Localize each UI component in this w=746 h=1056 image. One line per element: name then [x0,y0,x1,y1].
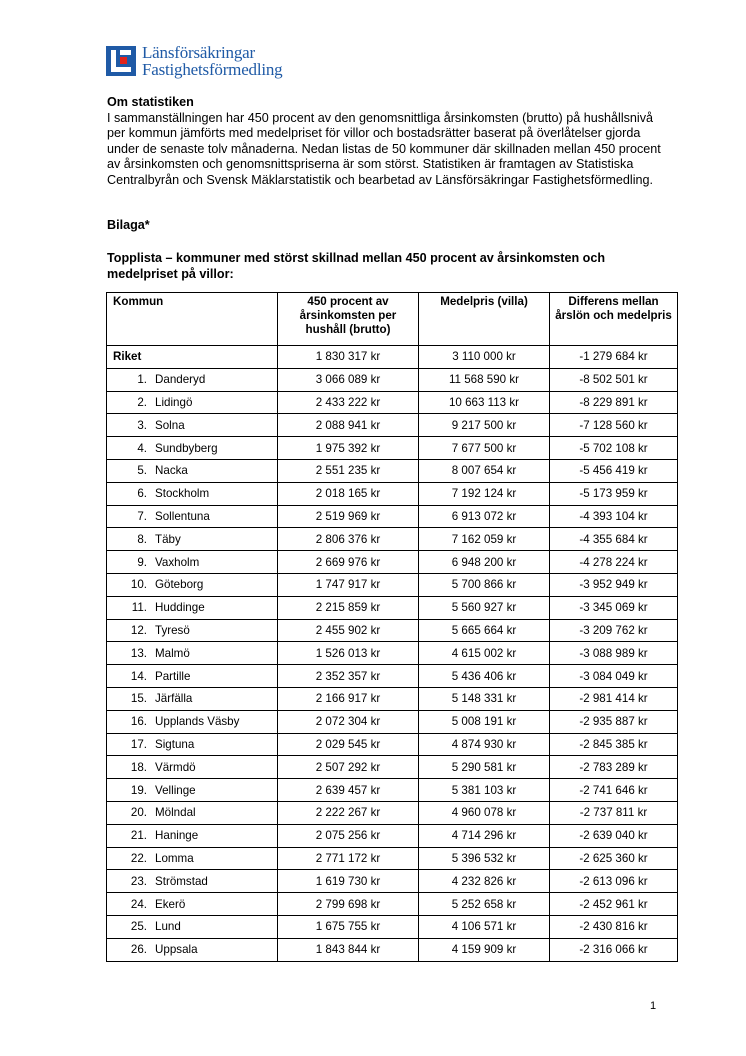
table-row [107,756,678,779]
table-row [107,915,678,938]
cell-income: 2 551 235 kr [278,459,419,482]
cell-diff: -5 702 108 kr [550,437,678,460]
table-row [107,687,678,710]
cell-name [107,528,278,551]
cell-income: 2 433 222 kr [278,391,419,414]
cell-diff: -2 625 360 kr [550,847,678,870]
cell-diff: -2 981 414 kr [550,687,678,710]
cell-name [107,801,278,824]
cell-price: 5 252 658 kr [419,893,550,916]
logo-text [142,44,282,78]
cell-price: 5 381 103 kr [419,779,550,802]
cell-diff: -4 355 684 kr [550,528,678,551]
cell-name [107,573,278,596]
cell-diff: -8 229 891 kr [550,391,678,414]
cell-price: 5 560 927 kr [419,596,550,619]
cell-name [107,938,278,961]
page-number: 1 [650,1000,657,1012]
cell-income: 1 675 755 kr [278,915,419,938]
cell-name [107,824,278,847]
cell-rank: 3. [137,418,147,432]
cell-diff: -2 741 646 kr [550,779,678,802]
header-kommun: Kommun [107,293,278,346]
cell-income: 3 066 089 kr [278,368,419,391]
cell-income: 2 075 256 kr [278,824,419,847]
cell-name [107,619,278,642]
cell-income: 2 215 859 kr [278,596,419,619]
cell-price: 11 568 590 kr [419,368,550,391]
table-row [107,893,678,916]
cell-rank: 4. [137,441,147,455]
cell-price: 4 106 571 kr [419,915,550,938]
cell-income: 2 455 902 kr [278,619,419,642]
cell-diff: -2 613 096 kr [550,870,678,893]
cell-kommun-name: Nacka [155,464,188,478]
table-row [107,824,678,847]
table-header-row [107,293,678,346]
cell-name [107,505,278,528]
cell-income: 2 018 165 kr [278,482,419,505]
cell-kommun-name: Lomma [155,851,194,865]
cell-diff: -4 278 224 kr [550,551,678,574]
cell-rank: 8. [137,532,147,546]
cell-name [107,391,278,414]
cell-income: 2 166 917 kr [278,687,419,710]
cell-name [107,847,278,870]
table-title: Topplista – kommuner med störst skillnad mellan 450 procent av årsinkomsten och medelpriset på villor: [107,251,606,281]
cell-diff: -2 430 816 kr [550,915,678,938]
cell-kommun-name: Sollentuna [155,509,210,523]
appendix-label: Bilaga* [107,218,150,232]
cell-kommun-name: Mölndal [155,806,196,820]
cell-income: 2 771 172 kr [278,847,419,870]
header-income: 450 procent av årsinkomsten per hushåll (brutto) [278,293,419,346]
cell-price: 9 217 500 kr [419,414,550,437]
cell-kommun-name: Huddinge [155,601,205,615]
cell-rank: 7. [137,509,147,523]
cell-name [107,437,278,460]
cell-price: 7 162 059 kr [419,528,550,551]
table-row [107,596,678,619]
cell-price: 4 159 909 kr [419,938,550,961]
table-row [107,414,678,437]
table-row [107,642,678,665]
table-row [107,801,678,824]
table-row [107,619,678,642]
cell-kommun-name: Tyresö [155,623,190,637]
header-price: Medelpris (villa) [419,293,550,346]
cell-name [107,414,278,437]
cell-price: 4 615 002 kr [419,642,550,665]
table-row [107,733,678,756]
cell-kommun-name: Vellinge [155,783,196,797]
cell-kommun-name: Lidingö [155,395,193,409]
cell-price: 8 007 654 kr [419,459,550,482]
cell-rank: 1. [137,373,147,387]
cell-kommun-name: Ekerö [155,897,186,911]
cell-price: 5 436 406 kr [419,665,550,688]
cell-name [107,665,278,688]
logo-mark-icon [106,46,136,76]
cell-rank: 18. [130,760,147,774]
cell-rank: 13. [130,646,147,660]
table-row [107,779,678,802]
cell-kommun-name: Täby [155,532,181,546]
cell-income: 2 507 292 kr [278,756,419,779]
cell-rank: 6. [137,487,147,501]
cell-name: Riket [107,346,278,369]
cell-income: 2 029 545 kr [278,733,419,756]
cell-income: 2 072 304 kr [278,710,419,733]
intro-section [107,95,667,188]
cell-kommun-name: Göteborg [155,578,204,592]
cell-name [107,596,278,619]
intro-body: I sammanställningen har 450 procent av den genomsnittliga årsinkomsten (brutto) på hushållsnivå per kommun jämförts med medelpriset för villor och bostadsrätter baserat på överlåtelser gjorda under de senaste tolv månaderna. Nedan listas de 50 kommuner där skillnaden mellan 450 procent av årsinkomsten och genomsnittspriserna är som störst. Statistiken är framtagen av Statistiska Centralbyrån och Svensk Mäklarstatistik och bearbetad av Länsförsäkringar Fastighetsförmedling. [107,110,661,187]
cell-diff: -2 737 811 kr [550,801,678,824]
cell-diff: -3 088 989 kr [550,642,678,665]
table-row-riket [107,346,678,369]
cell-price: 6 913 072 kr [419,505,550,528]
cell-diff: -2 639 040 kr [550,824,678,847]
cell-price: 5 290 581 kr [419,756,550,779]
table-row [107,391,678,414]
cell-income: 2 806 376 kr [278,528,419,551]
cell-diff: -8 502 501 kr [550,368,678,391]
cell-rank: 24. [130,897,147,911]
cell-price: 5 665 664 kr [419,619,550,642]
cell-diff: -2 935 887 kr [550,710,678,733]
table-row [107,847,678,870]
cell-price: 5 148 331 kr [419,687,550,710]
cell-kommun-name: Sigtuna [155,737,195,751]
cell-kommun-name: Upplands Väsby [155,715,240,729]
cell-rank: 11. [131,601,147,615]
table-row [107,938,678,961]
cell-name [107,870,278,893]
cell-rank: 5. [137,464,147,478]
cell-kommun-name: Malmö [155,646,190,660]
cell-diff: -2 316 066 kr [550,938,678,961]
cell-name [107,710,278,733]
cell-rank: 22. [130,851,147,865]
cell-price: 4 874 930 kr [419,733,550,756]
cell-rank: 21. [130,829,147,843]
cell-diff: -7 128 560 kr [550,414,678,437]
cell-kommun-name: Partille [155,669,191,683]
cell-income: 2 088 941 kr [278,414,419,437]
cell-kommun-name: Järfälla [155,692,193,706]
cell-income: 2 352 357 kr [278,665,419,688]
cell-price: 4 714 296 kr [419,824,550,847]
cell-rank: 16. [130,715,147,729]
ranking-table [106,292,678,962]
cell-price: 7 192 124 kr [419,482,550,505]
cell-rank: 26. [130,943,147,957]
cell-price: 5 700 866 kr [419,573,550,596]
cell-rank: 20. [130,806,147,820]
cell-income: 2 799 698 kr [278,893,419,916]
table-row [107,665,678,688]
cell-rank: 14. [130,669,147,683]
intro-heading: Om statistiken [107,95,194,109]
cell-name [107,779,278,802]
cell-price: 6 948 200 kr [419,551,550,574]
cell-kommun-name: Lund [155,920,181,934]
table-row [107,368,678,391]
cell-price: 4 960 078 kr [419,801,550,824]
cell-name [107,642,278,665]
cell-kommun-name: Sundbyberg [155,441,218,455]
table-row [107,528,678,551]
cell-rank: 15. [130,692,147,706]
cell-diff: -5 456 419 kr [550,459,678,482]
cell-kommun-name: Vaxholm [155,555,200,569]
table-row [107,551,678,574]
cell-income: 1 843 844 kr [278,938,419,961]
cell-name [107,915,278,938]
cell-price: 3 110 000 kr [419,346,550,369]
table-row [107,459,678,482]
logo-line-2: Fastighetsförmedling [142,60,283,79]
cell-rank: 10. [130,578,147,592]
cell-name [107,687,278,710]
logo-line-1: Länsförsäkringar [142,43,255,62]
cell-diff: -5 173 959 kr [550,482,678,505]
table-row [107,482,678,505]
table-row [107,710,678,733]
table-row [107,437,678,460]
cell-name [107,368,278,391]
cell-income: 1 830 317 kr [278,346,419,369]
cell-income: 1 747 917 kr [278,573,419,596]
cell-name [107,893,278,916]
cell-diff: -3 209 762 kr [550,619,678,642]
cell-diff: -3 084 049 kr [550,665,678,688]
cell-rank: 23. [130,874,147,888]
cell-diff: -3 345 069 kr [550,596,678,619]
table-row [107,573,678,596]
cell-rank: 12. [130,623,147,637]
cell-kommun-name: Danderyd [155,373,206,387]
cell-name [107,459,278,482]
cell-rank: 17. [130,737,147,751]
table-row [107,870,678,893]
cell-rank: 19. [130,783,147,797]
header-diff: Differens mellan årslön och medelpris [550,293,678,346]
cell-diff: -2 783 289 kr [550,756,678,779]
cell-rank: 2. [137,395,147,409]
company-logo [106,44,282,78]
cell-price: 5 396 532 kr [419,847,550,870]
cell-kommun-name: Strömstad [155,874,208,888]
cell-kommun-name: Uppsala [155,943,198,957]
cell-price: 5 008 191 kr [419,710,550,733]
cell-income: 2 669 976 kr [278,551,419,574]
cell-kommun-name: Värmdö [155,760,196,774]
cell-price: 4 232 826 kr [419,870,550,893]
cell-income: 1 526 013 kr [278,642,419,665]
cell-rank: 25. [130,920,147,934]
cell-kommun-name: Solna [155,418,185,432]
cell-rank: 9. [137,555,147,569]
cell-price: 10 663 113 kr [419,391,550,414]
cell-kommun-name: Haninge [155,829,199,843]
cell-kommun-name: Stockholm [155,487,210,501]
cell-name [107,551,278,574]
cell-name [107,733,278,756]
cell-diff: -2 845 385 kr [550,733,678,756]
cell-name [107,756,278,779]
cell-diff: -3 952 949 kr [550,573,678,596]
cell-income: 2 519 969 kr [278,505,419,528]
cell-diff: -4 393 104 kr [550,505,678,528]
cell-income: 2 222 267 kr [278,801,419,824]
cell-income: 2 639 457 kr [278,779,419,802]
cell-diff: -1 279 684 kr [550,346,678,369]
cell-income: 1 975 392 kr [278,437,419,460]
table-row [107,505,678,528]
cell-diff: -2 452 961 kr [550,893,678,916]
cell-price: 7 677 500 kr [419,437,550,460]
cell-income: 1 619 730 kr [278,870,419,893]
cell-name [107,482,278,505]
